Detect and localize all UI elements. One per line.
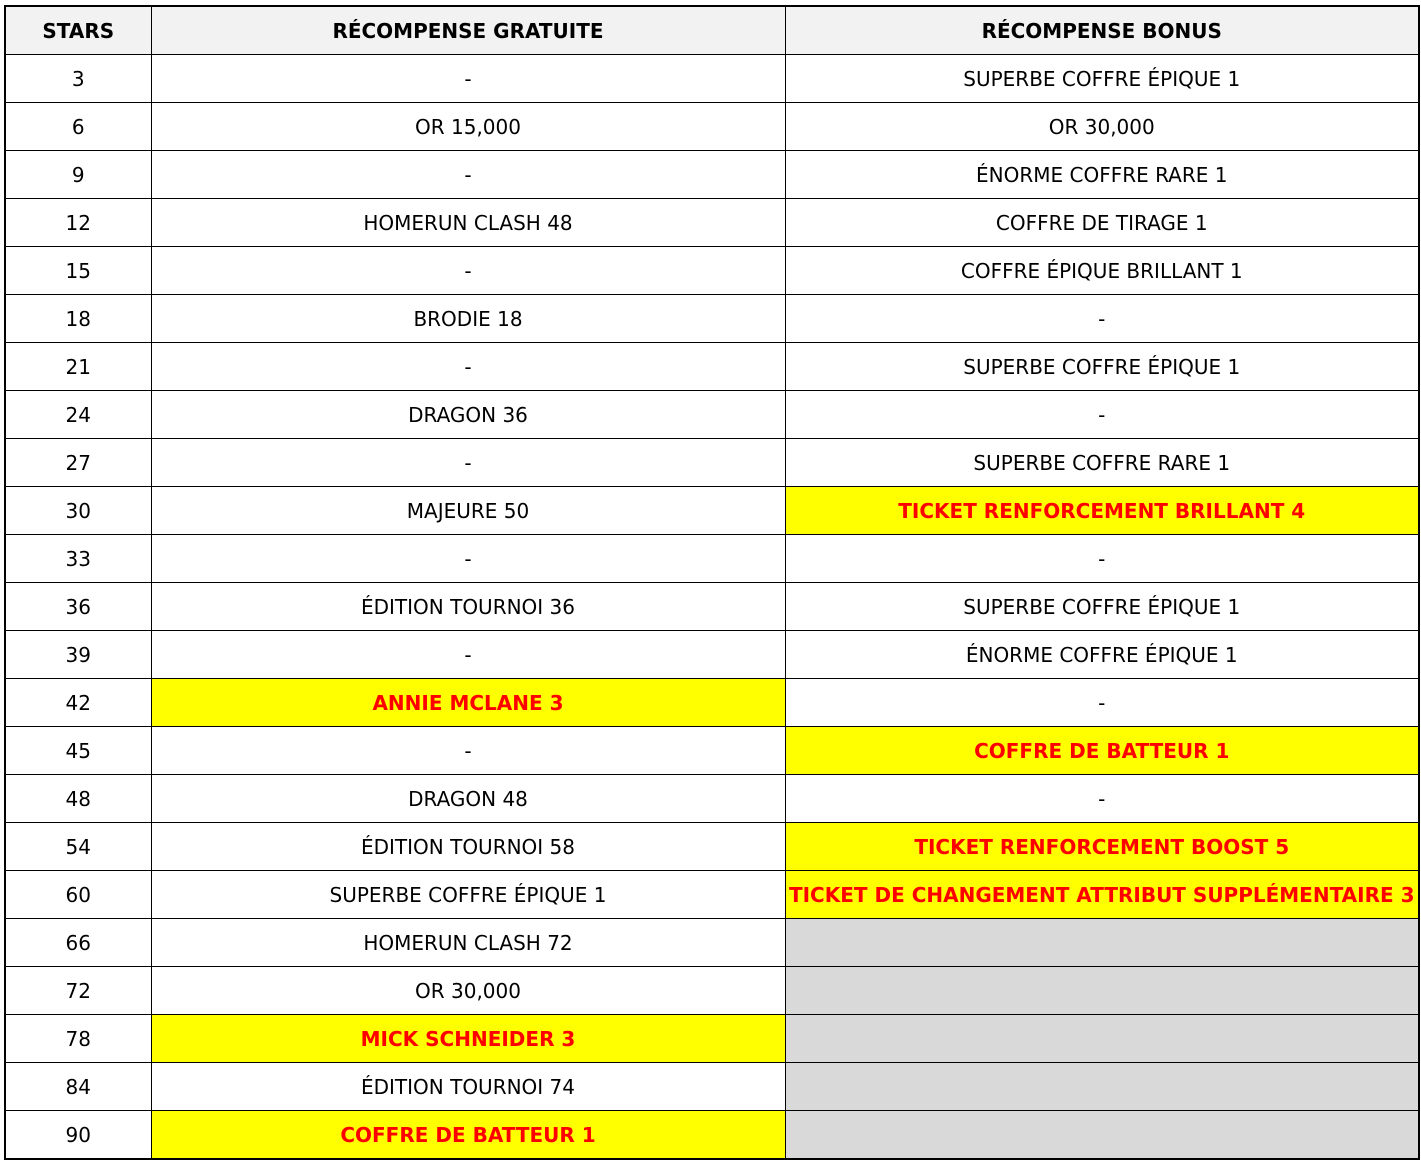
table-row (5, 343, 1419, 391)
bonus-reward-cell: - (785, 535, 1419, 583)
bonus-reward-cell: - (785, 679, 1419, 727)
bonus-reward-cell: COFFRE DE TIRAGE 1 (785, 199, 1419, 247)
bonus-reward-cell-empty (785, 1063, 1419, 1111)
stars-cell: 42 (5, 679, 151, 727)
table-row (5, 55, 1419, 103)
table-row (5, 679, 1419, 727)
table-row (5, 823, 1419, 871)
stars-cell: 60 (5, 871, 151, 919)
table-row (5, 391, 1419, 439)
bonus-reward-cell-highlight: TICKET RENFORCEMENT BOOST 5 (785, 823, 1419, 871)
table-row (5, 487, 1419, 535)
table-row (5, 199, 1419, 247)
free-reward-cell: HOMERUN CLASH 72 (151, 919, 785, 967)
free-reward-cell: DRAGON 36 (151, 391, 785, 439)
stars-cell: 6 (5, 103, 151, 151)
bonus-reward-cell-empty (785, 1111, 1419, 1160)
free-reward-cell: - (151, 151, 785, 199)
table-row (5, 151, 1419, 199)
table-row (5, 919, 1419, 967)
table-row (5, 439, 1419, 487)
stars-cell: 33 (5, 535, 151, 583)
header-free-reward: RÉCOMPENSE GRATUITE (151, 6, 785, 55)
stars-cell: 72 (5, 967, 151, 1015)
bonus-reward-cell-highlight: COFFRE DE BATTEUR 1 (785, 727, 1419, 775)
free-reward-cell: - (151, 727, 785, 775)
stars-cell: 39 (5, 631, 151, 679)
bonus-reward-cell: ÉNORME COFFRE ÉPIQUE 1 (785, 631, 1419, 679)
stars-cell: 30 (5, 487, 151, 535)
stars-cell: 54 (5, 823, 151, 871)
free-reward-cell: ÉDITION TOURNOI 58 (151, 823, 785, 871)
header-stars: STARS (5, 6, 151, 55)
bonus-reward-cell-empty (785, 919, 1419, 967)
stars-cell: 27 (5, 439, 151, 487)
free-reward-cell: MAJEURE 50 (151, 487, 785, 535)
stars-cell: 12 (5, 199, 151, 247)
stars-cell: 9 (5, 151, 151, 199)
free-reward-cell: - (151, 247, 785, 295)
stars-cell: 90 (5, 1111, 151, 1160)
stars-cell: 21 (5, 343, 151, 391)
table-row (5, 535, 1419, 583)
free-reward-cell: OR 30,000 (151, 967, 785, 1015)
bonus-reward-cell: SUPERBE COFFRE ÉPIQUE 1 (785, 343, 1419, 391)
free-reward-cell: ÉDITION TOURNOI 74 (151, 1063, 785, 1111)
bonus-reward-cell-highlight: TICKET RENFORCEMENT BRILLANT 4 (785, 487, 1419, 535)
bonus-reward-cell: - (785, 391, 1419, 439)
free-reward-cell: HOMERUN CLASH 48 (151, 199, 785, 247)
stars-cell: 24 (5, 391, 151, 439)
free-reward-cell: - (151, 631, 785, 679)
table-row (5, 967, 1419, 1015)
stars-cell: 36 (5, 583, 151, 631)
free-reward-cell: OR 15,000 (151, 103, 785, 151)
rewards-table-container (4, 5, 1420, 1160)
table-row (5, 247, 1419, 295)
stars-cell: 3 (5, 55, 151, 103)
stars-cell: 84 (5, 1063, 151, 1111)
bonus-reward-cell: COFFRE ÉPIQUE BRILLANT 1 (785, 247, 1419, 295)
free-reward-cell: ÉDITION TOURNOI 36 (151, 583, 785, 631)
free-reward-cell-highlight: COFFRE DE BATTEUR 1 (151, 1111, 785, 1160)
free-reward-cell: - (151, 535, 785, 583)
free-reward-cell: - (151, 343, 785, 391)
free-reward-cell: - (151, 439, 785, 487)
free-reward-cell: SUPERBE COFFRE ÉPIQUE 1 (151, 871, 785, 919)
bonus-reward-cell-empty (785, 1015, 1419, 1063)
bonus-reward-cell: - (785, 775, 1419, 823)
bonus-reward-cell-highlight: TICKET DE CHANGEMENT ATTRIBUT SUPPLÉMENTAIRE 3 (785, 871, 1419, 919)
table-row (5, 1063, 1419, 1111)
table-row (5, 103, 1419, 151)
bonus-reward-cell-empty (785, 967, 1419, 1015)
bonus-reward-cell: OR 30,000 (785, 103, 1419, 151)
free-reward-cell: DRAGON 48 (151, 775, 785, 823)
stars-cell: 78 (5, 1015, 151, 1063)
header-bonus-reward: RÉCOMPENSE BONUS (785, 6, 1419, 55)
free-reward-cell-highlight: MICK SCHNEIDER 3 (151, 1015, 785, 1063)
table-row (5, 1015, 1419, 1063)
table-row (5, 295, 1419, 343)
stars-cell: 15 (5, 247, 151, 295)
bonus-reward-cell: SUPERBE COFFRE RARE 1 (785, 439, 1419, 487)
bonus-reward-cell: SUPERBE COFFRE ÉPIQUE 1 (785, 583, 1419, 631)
bonus-reward-cell: SUPERBE COFFRE ÉPIQUE 1 (785, 55, 1419, 103)
table-row (5, 1111, 1419, 1160)
free-reward-cell-highlight: ANNIE MCLANE 3 (151, 679, 785, 727)
stars-cell: 45 (5, 727, 151, 775)
table-row (5, 775, 1419, 823)
bonus-reward-cell: ÉNORME COFFRE RARE 1 (785, 151, 1419, 199)
stars-cell: 48 (5, 775, 151, 823)
table-row (5, 727, 1419, 775)
rewards-table (4, 5, 1420, 1160)
stars-cell: 18 (5, 295, 151, 343)
header-row (5, 6, 1419, 55)
table-row (5, 583, 1419, 631)
table-row (5, 871, 1419, 919)
free-reward-cell: BRODIE 18 (151, 295, 785, 343)
table-row (5, 631, 1419, 679)
stars-cell: 66 (5, 919, 151, 967)
free-reward-cell: - (151, 55, 785, 103)
bonus-reward-cell: - (785, 295, 1419, 343)
